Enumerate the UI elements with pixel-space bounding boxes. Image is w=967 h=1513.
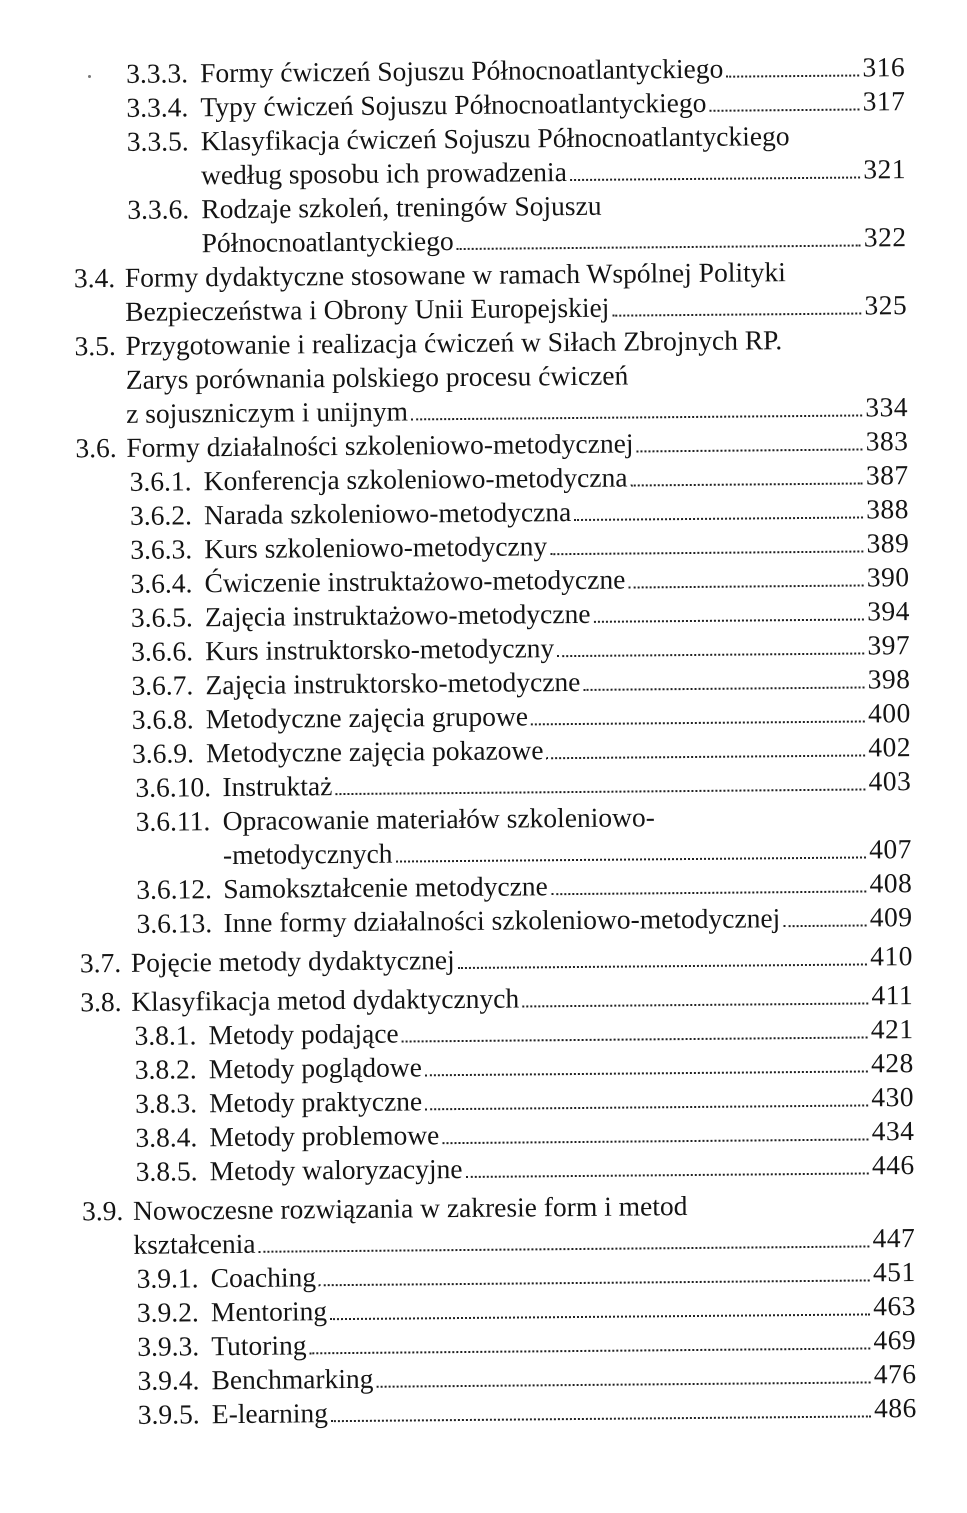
- toc-entry-title: Klasyfikacja metod dydaktycznych: [131, 982, 520, 1017]
- dot-leader: [783, 924, 867, 927]
- dot-leader: [330, 1313, 870, 1320]
- toc-entry-number: 3.3.4.: [126, 91, 189, 123]
- toc-entry-title: Pojęcie metody dydaktycznej: [130, 944, 455, 978]
- dot-leader: [425, 1104, 868, 1110]
- dot-leader: [331, 1415, 871, 1422]
- toc-entry-page: 390: [866, 561, 910, 593]
- toc-entry-number: 3.7.: [79, 946, 122, 979]
- toc-entry-title: Zarys porównania polskiego procesu ćwiczeń: [125, 359, 629, 395]
- toc-entry-number: 3.6.12.: [136, 873, 213, 905]
- dot-leader: [522, 1002, 868, 1007]
- toc-entry-title: Mentoring: [210, 1295, 328, 1328]
- toc-entry: [10, 1148, 915, 1190]
- toc-entry-title: Formy działalności szkoleniowo-metodycznej: [126, 427, 634, 463]
- dot-leader: [411, 414, 862, 420]
- toc-entry-title: z sojuszniczym i unijnym: [125, 395, 409, 429]
- toc-entry-title: Opracowanie materiałów szkoleniowo-: [222, 801, 655, 837]
- dot-leader: [612, 312, 861, 316]
- toc-entry: [1, 186, 907, 262]
- toc-entry-number: 3.6.4.: [130, 567, 193, 599]
- toc-entry-number: 3.6.3.: [130, 533, 193, 565]
- toc-entry-title: Zajęcia instruktorsko-metodyczne: [205, 665, 581, 701]
- toc-entry-page: 316: [862, 51, 906, 83]
- toc-entry-page: 411: [871, 979, 914, 1011]
- toc-entry-number: 3.6.11.: [135, 805, 211, 837]
- toc-entry: [10, 1187, 916, 1263]
- toc-entry-page: 446: [871, 1149, 915, 1181]
- toc-entry-page: 403: [868, 765, 912, 797]
- toc-entry-line: [127, 118, 906, 159]
- toc-entry-number: 3.9.1.: [136, 1262, 199, 1294]
- toc-entry-number: 3.8.5.: [135, 1155, 198, 1187]
- toc-entry-page: 389: [866, 527, 910, 559]
- toc-entry-title: Metodyczne zajęcia grupowe: [205, 700, 529, 735]
- dot-leader: [425, 1070, 868, 1076]
- toc-entry-title: Metody podające: [208, 1017, 399, 1051]
- dot-leader: [377, 1381, 871, 1387]
- toc-entry-number: 3.6.5.: [130, 601, 193, 633]
- toc-entry-title: według sposobu ich prowadzenia: [200, 156, 567, 191]
- toc-entry: [8, 939, 913, 981]
- toc-entry-title: Przygotowanie i realizacja ćwiczeń w Siłach Zbrojnych RP.: [125, 324, 783, 361]
- dot-leader: [570, 176, 860, 181]
- toc-entry-page: 421: [870, 1013, 914, 1045]
- toc-entry-number: 3.9.2.: [136, 1296, 199, 1328]
- toc-entry-title: Tutoring: [211, 1329, 307, 1362]
- table-of-contents: [0, 50, 967, 1433]
- toc-entry-title: -metodycznych: [222, 837, 393, 871]
- toc-entry-title: Klasyfikacja ćwiczeń Sojuszu Północnoatlantyckiego: [200, 120, 790, 157]
- toc-entry-title: Samokształcenie metodyczne: [223, 870, 548, 905]
- toc-entry-number: 3.8.3.: [134, 1087, 198, 1119]
- toc-entry-page: 408: [869, 867, 913, 899]
- dot-leader: [628, 584, 864, 588]
- dot-leader: [631, 482, 863, 486]
- toc-entry-number: 3.6.8.: [131, 703, 194, 735]
- toc-entry-number: 3.6.2.: [129, 499, 193, 531]
- toc-entry-title: Kurs szkoleniowo-metodyczny: [204, 530, 548, 565]
- dot-leader: [335, 788, 865, 795]
- toc-entry-title: Inne formy działalności szkoleniowo-metodycznej: [223, 902, 781, 939]
- toc-entry-page: 434: [871, 1115, 915, 1147]
- toc-entry-title: Coaching: [210, 1261, 317, 1294]
- toc-entry-number: 3.6.6.: [131, 635, 194, 667]
- toc-entry-title: Instruktaż: [222, 770, 333, 803]
- toc-entry-page: 469: [873, 1324, 917, 1356]
- dot-leader: [442, 1138, 868, 1144]
- toc-entry-title: Formy dydaktyczne stosowane w ramach Wspólnej Polityki: [124, 256, 786, 293]
- toc-entry-number: 3.6.9.: [131, 737, 195, 769]
- toc-entry-number: 3.3.3.: [126, 57, 189, 89]
- toc-entry-page: 398: [867, 663, 911, 695]
- toc-entry-title: Ćwiczenie instruktażowo-metodyczne: [204, 563, 626, 599]
- toc-entry: [7, 900, 912, 942]
- dot-leader: [583, 686, 864, 690]
- toc-entry-title: Metody poglądowe: [208, 1051, 423, 1085]
- dot-leader: [550, 550, 863, 555]
- toc-entry-page: 407: [869, 833, 913, 865]
- toc-entry: [1, 118, 907, 194]
- dot-leader: [457, 244, 861, 250]
- toc-entry-number: 3.9.5.: [137, 1398, 200, 1430]
- toc-entry-number: 3.6.1.: [129, 465, 192, 497]
- toc-entry-page: 430: [871, 1081, 915, 1113]
- toc-entry-number: 3.8.2.: [134, 1053, 197, 1085]
- toc-entry-page: 486: [873, 1392, 917, 1424]
- toc-entry-page: 397: [867, 629, 911, 661]
- toc-entry-number: 3.8.4.: [135, 1121, 198, 1153]
- toc-entry-page: 451: [872, 1256, 916, 1288]
- toc-entry-page: 476: [873, 1358, 917, 1390]
- dot-leader: [531, 720, 865, 725]
- toc-entry-line: [74, 254, 907, 295]
- toc-entry: [2, 254, 908, 330]
- toc-entry-page: 409: [869, 901, 913, 933]
- toc-entry-page: 463: [873, 1290, 917, 1322]
- toc-entry-title: Nowoczesne rozwiązania w zakresie form i metod: [132, 1190, 688, 1226]
- toc-entry: [2, 322, 908, 432]
- toc-entry-title: Narada szkoleniowo-metodyczna: [203, 496, 572, 531]
- toc-entry-line: [136, 900, 912, 941]
- toc-entry-number: 3.9.4.: [137, 1364, 200, 1396]
- toc-entry-page: 410: [869, 940, 914, 972]
- toc-entry-number: 3.4.: [73, 262, 116, 294]
- toc-entry-page: 428: [870, 1047, 914, 1079]
- toc-entry-title: Metody problemowe: [209, 1119, 440, 1153]
- toc-entry-page: 400: [867, 697, 911, 729]
- dot-leader: [594, 618, 865, 622]
- toc-entry-page: 334: [865, 391, 909, 423]
- dot-leader: [557, 652, 864, 657]
- toc-entry: [12, 1391, 917, 1433]
- toc-entry-title: Metodyczne zajęcia pokazowe: [205, 734, 544, 769]
- dot-leader: [319, 1279, 870, 1286]
- toc-entry-title: Formy ćwiczeń Sojuszu Północnoatlantyckiego: [200, 52, 724, 89]
- toc-entry-number: 3.6.: [75, 431, 117, 464]
- toc-entry-line: [138, 1391, 917, 1432]
- toc-entry-number: 3.3.6.: [127, 193, 190, 225]
- toc-entry-page: 325: [864, 289, 908, 321]
- dot-leader: [402, 1036, 868, 1042]
- toc-entry-title: Metody praktyczne: [208, 1085, 423, 1119]
- dot-leader: [637, 448, 863, 452]
- toc-entry-title: kształcenia: [133, 1227, 256, 1260]
- toc-entry-title: Bezpieczeństwa i Obrony Unii Europejskiej: [125, 291, 610, 327]
- toc-entry-page: 322: [863, 221, 907, 253]
- toc-entry-page: 402: [868, 731, 912, 763]
- toc-entry-page: 387: [865, 459, 909, 491]
- toc-entry-number: 3.8.1.: [134, 1019, 197, 1051]
- toc-entry-number: 3.9.: [81, 1194, 124, 1227]
- toc-entry: [7, 798, 913, 874]
- toc-entry-title: E-learning: [211, 1397, 329, 1430]
- toc-entry-line: [80, 939, 913, 980]
- toc-entry-number: 3.6.13.: [136, 907, 213, 939]
- toc-entry-line: [136, 1148, 915, 1189]
- dot-leader: [396, 856, 867, 862]
- toc-entry-title: Benchmarking: [211, 1362, 374, 1396]
- dot-leader: [259, 1245, 870, 1252]
- toc-entry-page: 447: [872, 1222, 916, 1254]
- toc-entry-page: 394: [866, 595, 910, 627]
- toc-entry-number: 3.8.: [80, 985, 122, 1018]
- dot-leader: [726, 75, 859, 78]
- toc-entry-number: 3.6.10.: [135, 771, 212, 803]
- dot-leader: [547, 754, 866, 759]
- dot-leader: [458, 963, 867, 969]
- toc-entry-title: Typy ćwiczeń Sojuszu Północnoatlantyckiego: [200, 86, 707, 123]
- toc-entry-number: 3.9.3.: [137, 1330, 200, 1362]
- toc-entry-page: 388: [866, 493, 910, 525]
- toc-entry-title: Metody waloryzacyjne: [209, 1153, 463, 1187]
- toc-entry-title: Zajęcia instruktażowo-metodyczne: [204, 597, 591, 633]
- toc-entry-page: 321: [863, 153, 907, 185]
- dot-leader: [310, 1347, 871, 1354]
- toc-entry-page: 317: [862, 85, 906, 117]
- dot-leader: [551, 890, 867, 895]
- toc-entry-page: 383: [865, 425, 909, 457]
- dot-leader: [574, 516, 863, 521]
- toc-entry-title: Północnoatlantyckiego: [201, 225, 454, 259]
- toc-entry-number: 3.6.7.: [131, 669, 194, 701]
- toc-entry-title: Rodzaje szkoleń, treningów Sojuszu: [201, 189, 602, 225]
- dot-leader: [466, 1172, 869, 1178]
- dot-leader: [709, 108, 859, 111]
- toc-entry-title: Konferencja szkoleniowo-metodyczna: [203, 461, 628, 497]
- toc-entry-number: 3.5.: [74, 330, 116, 362]
- toc-entry-title: Kurs instruktorsko-metodyczny: [205, 632, 555, 667]
- toc-entry-number: 3.3.5.: [126, 125, 189, 157]
